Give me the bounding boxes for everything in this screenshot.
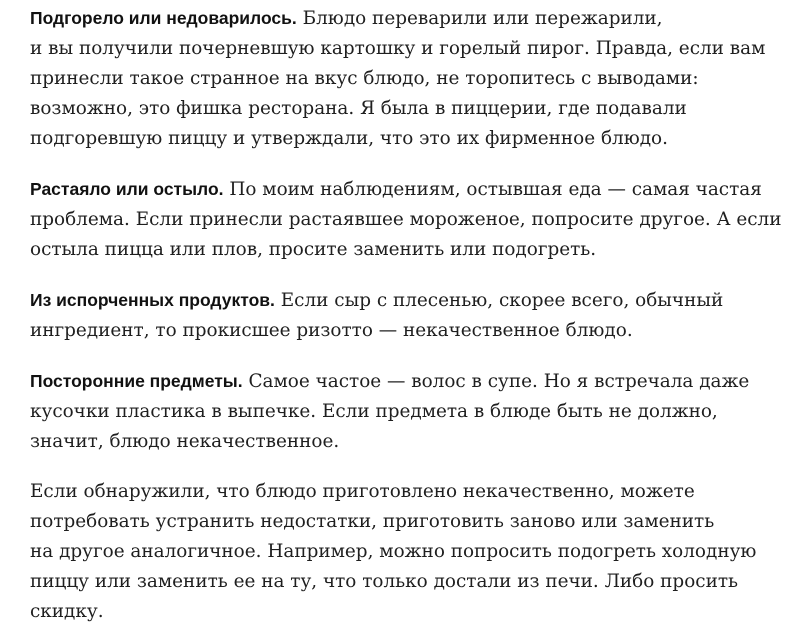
paragraph-line: [30, 285, 779, 316]
paragraph-line: [30, 3, 779, 34]
paragraph-text: Блюдо переварили или пережарили,: [296, 8, 663, 29]
paragraph-line: [30, 366, 779, 397]
paragraph-line: Если обнаружили, что блюдо приготовлено некачественно, можете: [30, 481, 695, 502]
paragraph-line: ингредиент, то прокисшее ризотто — некачественное блюдо.: [30, 320, 633, 341]
paragraph-line: пиццу или заменить ее на ту, что только достали из печи. Либо просить: [30, 571, 739, 592]
paragraph-line: скидку.: [30, 601, 104, 622]
paragraph-line: кусочки пластика в выпечке. Если предмета в блюде быть не должно,: [30, 401, 718, 422]
paragraph-text: Самое частое — волос в супе. Но я встречала даже: [242, 371, 750, 392]
paragraph-melted-or-cooled: [30, 174, 782, 265]
paragraph-text: Если сыр с плесенью, скорее всего, обычный: [274, 290, 724, 311]
paragraph-line: остыла пицца или плов, просите заменить или подогреть.: [30, 239, 597, 260]
paragraph-burnt-or-undercooked: [30, 3, 779, 154]
paragraph-foreign-objects: [30, 366, 779, 457]
paragraph-line: и вы получили почерневшую картошку и горелый пирог. Правда, если вам: [30, 38, 766, 59]
paragraph-line: возможно, это фишка ресторана. Я была в пиццерии, где подавали: [30, 98, 687, 119]
paragraph-lead: Растаяло или остыло.: [30, 179, 224, 199]
paragraph-lead: Посторонние предметы.: [30, 371, 243, 391]
paragraph-lead: Подгорело или недоварилось.: [30, 8, 297, 28]
paragraph-line: принесли такое странное на вкус блюдо, не торопитесь с выводами:: [30, 68, 699, 89]
paragraph-line: на другое аналогичное. Например, можно попросить подогреть холодную: [30, 541, 757, 562]
paragraph-remedies: [30, 477, 779, 627]
paragraph-line: подгоревшую пиццу и утверждали, что это их фирменное блюдо.: [30, 128, 668, 149]
paragraph-line: значит, блюдо некачественное.: [30, 431, 340, 452]
paragraph-line: [30, 174, 779, 205]
paragraph-lead: Из испорченных продуктов.: [30, 290, 275, 310]
paragraph-line: проблема. Если принесли растаявшее мороженое, попросите другое. А если: [30, 209, 782, 230]
paragraph-text: По моим наблюдениям, остывшая еда — самая частая: [223, 179, 762, 200]
paragraph-spoiled-products: [30, 285, 779, 346]
paragraph-line: потребовать устранить недостатки, приготовить заново или заменить: [30, 511, 715, 532]
